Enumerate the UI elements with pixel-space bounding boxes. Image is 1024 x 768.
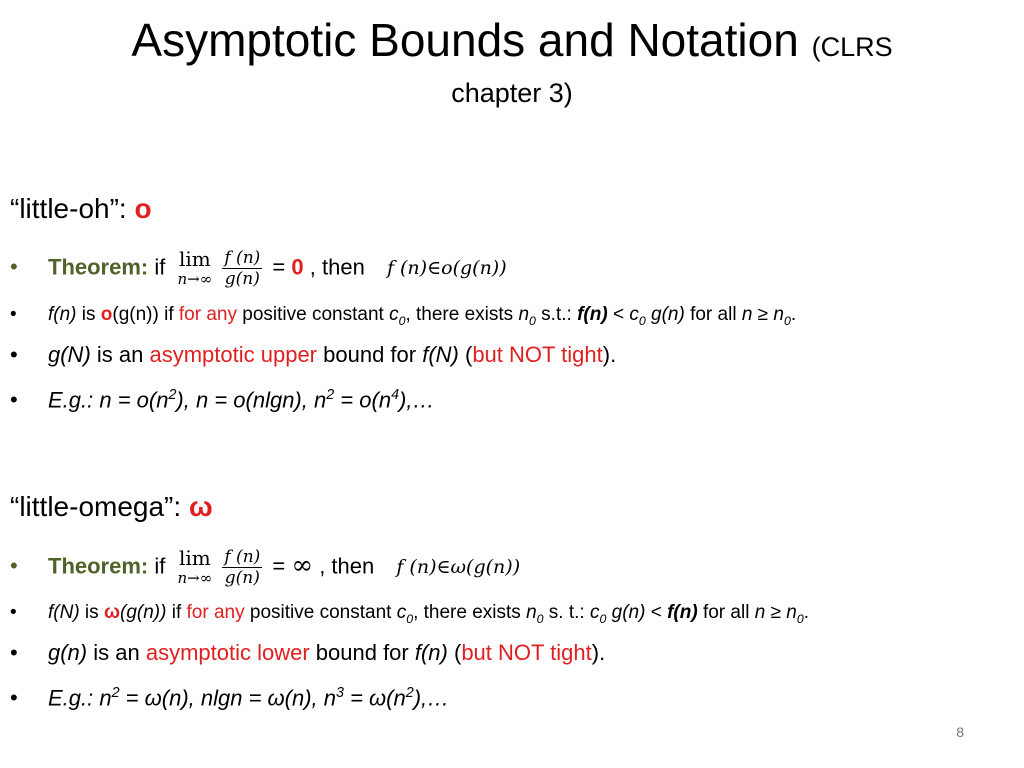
title-paren: (CLRS [811, 32, 893, 62]
limit-expression: lim n→∞ [177, 246, 213, 288]
membership-expression: f (n)∈ω(g(n)) [396, 556, 521, 579]
title-main: Asymptotic Bounds and Notation [131, 14, 799, 66]
fraction: $\frac{f (n)}{g(n)}$ [224, 547, 261, 588]
limit-value: ∞ [291, 550, 314, 581]
bullet: • [10, 254, 18, 280]
omega-theorem-line: • Theorem: if lim n→∞ $\frac{f (n)}{g(n)}$ = ∞ , then f (n)∈ω(g(n)) [10, 545, 521, 588]
theorem-label: Theorem: [48, 553, 149, 579]
little-omega-symbol: ω [188, 491, 213, 522]
little-omega-heading [10, 490, 213, 524]
page-number: 8 [956, 724, 964, 740]
limit-value: 0 [291, 254, 304, 280]
slide-title [0, 12, 1024, 75]
little-oh-label: “little-oh”: [10, 193, 127, 224]
omega-lower-bound-line: • g(n) is an asymptotic lower bound for f(n) (but NOT tight). [10, 640, 606, 665]
equals: = [272, 254, 286, 280]
omega-example-line: • E.g.: $n^2 = \omega(n)$, nlgn = ω(n), $n^3$ = $\omega(n^2),\dots$ [10, 685, 450, 711]
limit-expression: lim n→∞ [177, 545, 213, 587]
little-omega-label: “little-omega”: [10, 491, 182, 522]
omega-definition-line: • f(N) is ω(g(n)) if for any positive constant $c_0$, there exists $n_0$ s. t.: $c_0$ g(n) < f(n) for all $n \ge n_0$. [10, 602, 809, 626]
oh-example-line: • E.g.: $n = o(n^2)$, n = o(nlgn), $n^2$ = $o(n^4),\dots$ [10, 387, 435, 413]
then-text: , then [309, 254, 365, 280]
oh-definition-line: • f(n) is o(g(n)) if for any positive constant $c_0$, there exists $n_0$ s.t.: $f(n) < c_0$ g(n) for all $n \ge n_0$. [10, 304, 797, 328]
oh-upper-bound-line: • g(N) is an asymptotic upper bound for f(N) (but NOT tight). [10, 342, 617, 367]
title-line2: chapter 3) [451, 78, 573, 108]
little-oh-heading [10, 192, 152, 226]
theorem-label: Theorem: [48, 254, 149, 280]
little-oh-symbol: o [134, 193, 152, 224]
fraction: $\frac{f (n)}{g(n)}$ [224, 248, 261, 289]
oh-theorem-line [10, 248, 507, 289]
membership-expression: f (n)∈o(g(n)) [386, 257, 507, 280]
if-text: if [154, 254, 166, 280]
